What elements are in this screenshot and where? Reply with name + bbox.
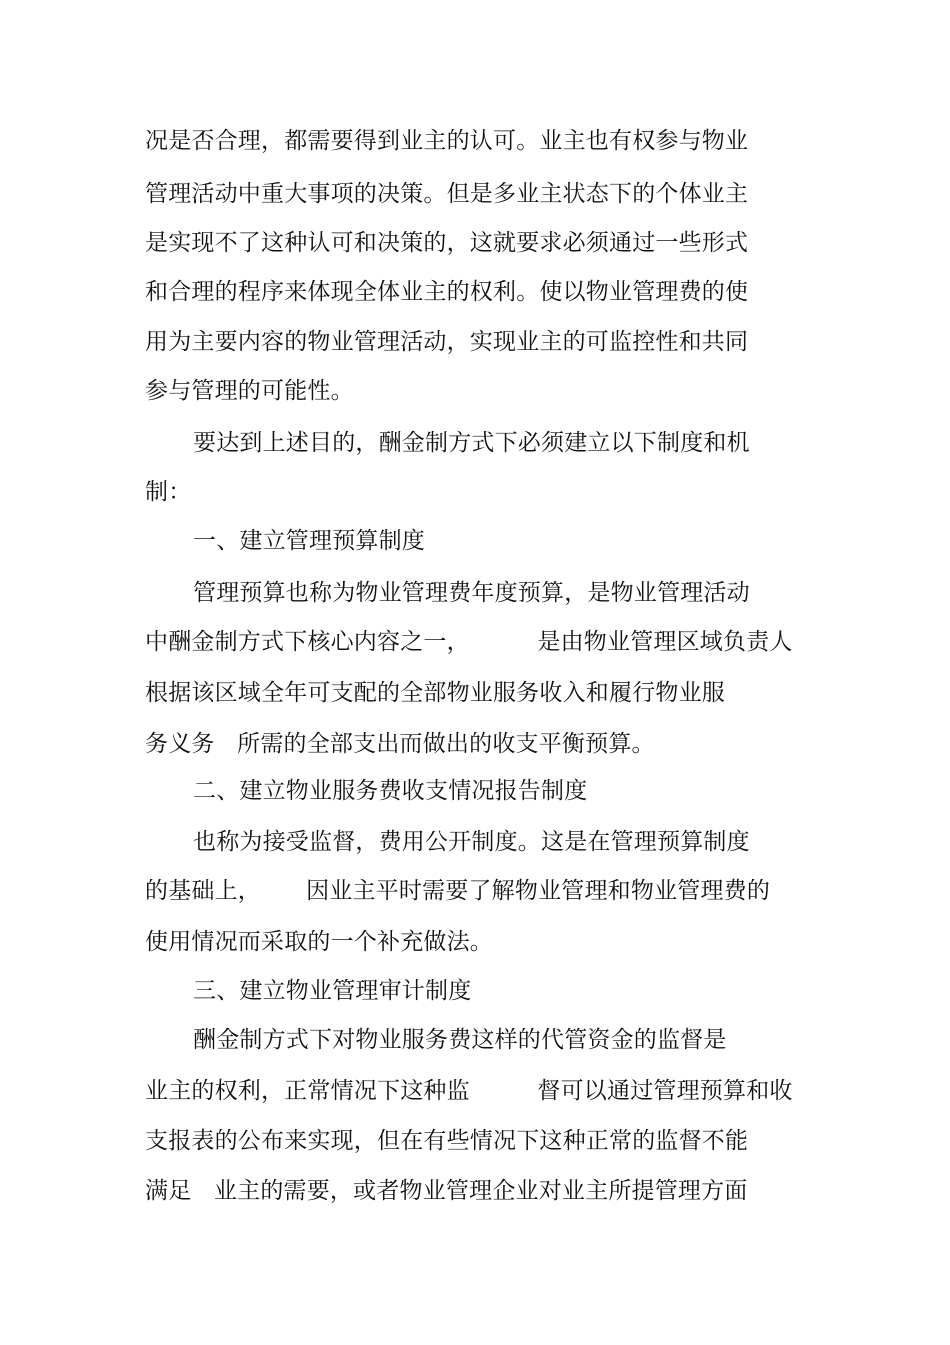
body-text-line: 参与管理的可能性。 [145,378,354,404]
section-heading-3: 三、建立物业管理审计制度 [193,978,472,1004]
body-text-line: 的基础上， 因业主平时需要了解物业管理和物业管理费的 [145,878,771,904]
body-text-line: 况是否合理，都需要得到业主的认可。业主也有权参与物业 [145,128,749,154]
body-text-line: 务义务 所需的全部支出而做出的收支平衡预算。 [145,731,655,757]
body-text-line: 使用情况而采取的一个补充做法。 [145,929,493,955]
paragraph-first-line: 要达到上述目的，酬金制方式下必须建立以下制度和机 [193,430,750,456]
section-heading-1: 一、建立管理预算制度 [193,528,425,554]
body-text-line: 和合理的程序来体现全体业主的权利。使以物业管理费的使 [145,279,749,305]
paragraph-first-line: 也称为接受监督，费用公开制度。这是在管理预算制度 [193,829,750,855]
body-text-line: 业主的权利，正常情况下这种监 督可以通过管理预算和收 [145,1078,793,1104]
body-text-line: 管理活动中重大事项的决策。但是多业主状态下的个体业主 [145,181,749,207]
body-text-line: 满足 业主的需要，或者物业管理企业对业主所提管理方面 [145,1178,748,1204]
body-text-line: 用为主要内容的物业管理活动，实现业主的可监控性和共同 [145,329,749,355]
paragraph-first-line: 酬金制方式下对物业服务费这样的代管资金的监督是 [193,1027,727,1053]
body-text-line: 制： [145,479,192,505]
section-heading-2: 二、建立物业服务费收支情况报告制度 [193,778,588,804]
body-text-line: 中酬金制方式下核心内容之一， 是由物业管理区域负责人 [145,629,793,655]
body-text-line: 根据该区域全年可支配的全部物业服务收入和履行物业服 [145,680,725,706]
body-text-line: 支报表的公布来实现，但在有些情况下这种正常的监督不能 [145,1128,749,1154]
paragraph-first-line: 管理预算也称为物业管理费年度预算，是物业管理活动 [193,580,750,606]
body-text-line: 是实现不了这种认可和决策的，这就要求必须通过一些形式 [145,230,749,256]
